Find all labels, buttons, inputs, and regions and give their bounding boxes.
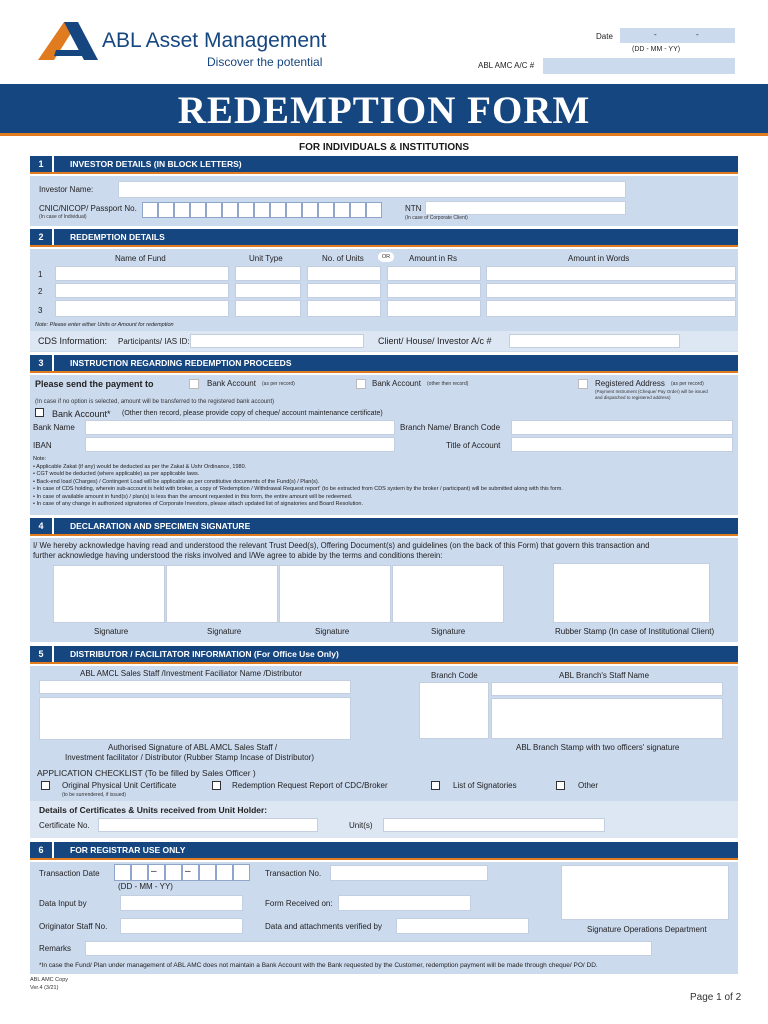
date-label: Date [596, 32, 613, 41]
option-address-label: Registered Address [595, 379, 665, 388]
form-received-field[interactable] [338, 895, 471, 911]
cnic-boxes[interactable] [142, 202, 382, 218]
section-6-title: FOR REGISTRAR USE ONLY [70, 845, 186, 855]
section-6-header [30, 842, 738, 860]
check-cdc-report-checkbox[interactable] [212, 781, 221, 790]
amc-account-label: ABL AMC A/C # [478, 61, 535, 70]
unit-type-3[interactable] [235, 300, 301, 317]
data-input-field[interactable] [120, 895, 243, 911]
branch-stamp-label: ABL Branch Stamp with two officers' signature [516, 743, 680, 752]
row-number-1: 1 [38, 270, 43, 279]
ntn-label: NTN [405, 204, 422, 213]
sales-staff-label: ABL AMCL Sales Staff /Investment Faciliator Name /Distributor [80, 669, 303, 678]
section-3-header [30, 355, 738, 373]
form-received-label: Form Received on: [265, 899, 333, 908]
txn-date-boxes[interactable] [114, 864, 250, 881]
fund-name-2[interactable] [55, 283, 229, 298]
amount-rs-1[interactable] [387, 266, 481, 281]
account-title-field[interactable] [511, 437, 733, 452]
date-dash-2: - [696, 30, 699, 39]
default-option-note: (In case if no option is selected, amount will be transferred to the registered bank account) [35, 399, 275, 405]
title-banner [0, 84, 768, 136]
brand-name: ABL Asset Management [102, 29, 327, 52]
form-title: REDEMPTION FORM [177, 89, 591, 132]
notes-heading: Note: [33, 456, 47, 462]
certificate-no-label: Certificate No. [39, 821, 90, 830]
brand-tagline: Discover the potential [207, 55, 323, 69]
certificates-title: Details of Certificates & Units received from Unit Holder: [39, 805, 268, 815]
signature-label-2: Signature [207, 627, 242, 636]
check-signatories-checkbox[interactable] [431, 781, 440, 790]
no-units-2[interactable] [307, 283, 381, 298]
section-4-number: 4 [30, 518, 54, 534]
or-badge: OR [378, 252, 394, 262]
notes-block [33, 456, 733, 509]
registrar-footer-note: *In case the Fund/ Plan under management of ABL AMC does not maintain a Bank Account with the Bank requested by the Customer, redemption payment will be made through cheque/ PO/ DD. [39, 962, 598, 969]
declaration-text-2: further acknowledge having understood the risks involved and I/We agree to abide by the terms and conditions therein: [33, 551, 443, 560]
ops-signature-label: Signature Operations Department [587, 925, 707, 934]
section-1-title: INVESTOR DETAILS (IN BLOCK LETTERS) [70, 159, 242, 169]
signature-box-3[interactable] [279, 565, 391, 623]
option-bank-other-checkbox[interactable] [356, 379, 366, 389]
col-amount-words: Amount in Words [568, 254, 630, 263]
bank-account-other-label: Bank Account* [52, 409, 111, 419]
client-account-field[interactable] [509, 334, 680, 348]
cnic-note: (In case of Individual) [39, 214, 87, 220]
option-bank-record-checkbox[interactable] [189, 379, 199, 389]
amc-account-field[interactable] [543, 58, 735, 74]
fund-name-1[interactable] [55, 266, 229, 281]
cds-label: CDS Information: [38, 336, 108, 346]
copy-label: ABL AMC Copy [30, 977, 69, 983]
txn-date-format: (DD - MM - YY) [118, 882, 173, 891]
rubber-stamp-box[interactable] [553, 563, 710, 623]
auth-signature-label-2: Investment facilitator / Distributor (Rubber Stamp Incase of Distributor) [65, 753, 314, 762]
signature-label-4: Signature [431, 627, 466, 636]
section-5-number: 5 [30, 646, 54, 662]
no-units-3[interactable] [307, 300, 381, 317]
branch-label: Branch Name/ Branch Code [400, 423, 501, 432]
col-fund-name: Name of Fund [115, 254, 166, 263]
signature-box-2[interactable] [166, 565, 278, 623]
units-amount-note: Note: Please enter either Units or Amount for redemption [35, 322, 174, 328]
check-signatories-label: List of Signatories [453, 781, 517, 790]
bank-account-other-note: (Other then record, please provide copy of cheque/ account maintenance certificate) [122, 410, 383, 417]
option-address-sub2: and dispatched to registered address) [595, 395, 671, 400]
ntn-note: (In case of Corporate Client) [405, 215, 468, 221]
declaration-text-1: I/ We hereby acknowledge having read and understood the relevant Trust Deed(s), Offering Document(s) and guidelines (on the back of this Form) that govern this transaction and [33, 541, 650, 550]
check-unit-certificate-checkbox[interactable] [41, 781, 50, 790]
section-2-title: REDEMPTION DETAILS [70, 232, 165, 242]
option-bank-record-note: (as per record) [262, 381, 295, 387]
amount-words-1[interactable] [486, 266, 736, 281]
section-2-header [30, 229, 738, 247]
amount-words-2[interactable] [486, 283, 736, 298]
option-address-sub1: (Payment Instrument (Cheque/ Pay Order) will be issued [595, 389, 708, 394]
signature-label-3: Signature [315, 627, 350, 636]
date-field[interactable] [620, 28, 735, 43]
date-dash-1: - [654, 30, 657, 39]
investor-name-label: Investor Name: [39, 185, 94, 194]
client-account-label: Client/ House/ Investor A/c # [378, 336, 492, 346]
option-address-checkbox[interactable] [578, 379, 588, 389]
row-number-3: 3 [38, 306, 43, 315]
col-amount-rs: Amount in Rs [409, 254, 458, 263]
check-unit-certificate-label: Original Physical Unit Certificate [62, 781, 177, 790]
investor-name-field[interactable] [118, 181, 626, 198]
sales-staff-field[interactable] [39, 680, 351, 694]
section-1-header [30, 156, 738, 174]
note-item: • In case of available amount in fund(s) / plan(s) is less than the amount requested in this form, the entire amount will be redeemed. [33, 493, 353, 500]
form-subtitle: FOR INDIVIDUALS & INSTITUTIONS [299, 142, 469, 153]
section-3-number: 3 [30, 355, 54, 371]
section-5-title: DISTRIBUTOR / FACILITATOR INFORMATION (For Office Use Only) [70, 649, 339, 659]
iban-label: IBAN [33, 441, 52, 450]
txn-no-field[interactable] [330, 865, 488, 881]
txn-no-label: Transaction No. [265, 869, 322, 878]
section-4-header [30, 518, 738, 536]
data-input-label: Data Input by [39, 899, 87, 908]
note-item: • In case of CDS holding, wherein sub-account is held with broker, a copy of 'Redemption / Withdrawal Request report' (to be extracted from CDS system by the broker / participant) will be submitted along with this form. [33, 486, 563, 492]
participants-field[interactable] [190, 334, 364, 348]
iban-field[interactable] [85, 437, 395, 452]
unit-type-2[interactable] [235, 283, 301, 298]
section-1-number: 1 [30, 156, 54, 172]
option-bank-other-label: Bank Account [372, 379, 421, 388]
version-label: Ver.4 (3/21) [30, 985, 59, 991]
branch-field[interactable] [511, 420, 733, 435]
txn-date-dash-2: – [185, 866, 191, 877]
ntn-field[interactable] [425, 201, 626, 215]
branch-code-field[interactable] [419, 682, 489, 739]
originator-field[interactable] [120, 918, 243, 934]
remarks-label: Remarks [39, 944, 72, 953]
cnic-label: CNIC/NICOP/ Passport No. [39, 204, 137, 213]
note-item: • Back-end load (Charges) / Contingent Load will be applicable as per constitutive documents of the Fund(s) / Plan(s). [33, 478, 320, 485]
send-payment-label: Please send the payment to [35, 379, 154, 389]
txn-date-dash-1: – [151, 866, 157, 877]
signature-box-1[interactable] [53, 565, 165, 623]
note-item: • Applicable Zakat (if any) would be deducted as per the Zakat & Ushr Ordinance, 1980. [33, 463, 247, 470]
row-number-2: 2 [38, 287, 43, 296]
option-address-note: (as per record) [671, 381, 704, 387]
option-bank-other-note: (other then record) [427, 381, 469, 387]
page-number: Page 1 of 2 [690, 992, 742, 1003]
branch-code-label: Branch Code [431, 671, 478, 680]
rubber-stamp-label: Rubber Stamp (In case of Institutional Client) [555, 627, 715, 636]
units-field[interactable] [383, 818, 605, 832]
amount-rs-3[interactable] [387, 300, 481, 317]
abl-logo [34, 20, 100, 64]
branch-staff-label: ABL Branch's Staff Name [559, 671, 650, 680]
amount-words-3[interactable] [486, 300, 736, 317]
remarks-field[interactable] [85, 941, 652, 956]
section-5-header [30, 646, 738, 664]
check-unit-certificate-note: (to be surrendered, if issued) [62, 792, 126, 798]
branch-stamp-box[interactable] [491, 698, 723, 739]
txn-date-label: Transaction Date [39, 869, 100, 878]
ops-signature-box[interactable] [561, 865, 729, 920]
fund-name-3[interactable] [55, 300, 229, 317]
check-other-label: Other [578, 781, 599, 790]
bank-account-other-checkbox[interactable] [35, 408, 44, 417]
no-units-1[interactable] [307, 266, 381, 281]
col-unit-type: Unit Type [249, 254, 283, 263]
date-format: (DD - MM - YY) [632, 46, 681, 53]
section-2-number: 2 [30, 229, 54, 245]
check-cdc-report-label: Redemption Request Report of CDC/Broker [232, 781, 388, 790]
authorised-signature-box[interactable] [39, 697, 351, 740]
unit-type-1[interactable] [235, 266, 301, 281]
account-title-label: Title of Account [446, 441, 501, 450]
checklist-title: APPLICATION CHECKLIST (To be filled by Sales Officer ) [37, 768, 256, 778]
option-bank-record-label: Bank Account [207, 379, 256, 388]
col-no-units: No. of Units [322, 254, 364, 263]
certificate-no-field[interactable] [98, 818, 318, 832]
participants-label: Participants/ IAS ID: [118, 337, 190, 346]
section-6-number: 6 [30, 842, 54, 858]
verified-by-field[interactable] [396, 918, 529, 934]
amount-rs-2[interactable] [387, 283, 481, 298]
signature-label-1: Signature [94, 627, 129, 636]
bank-name-label: Bank Name [33, 423, 75, 432]
note-item: • CGT would be deducted (where applicable) as per applicable laws. [33, 471, 200, 477]
section-4-title: DECLARATION AND SPECIMEN SIGNATURE [70, 521, 251, 531]
section-3-title: INSTRUCTION REGARDING REDEMPTION PROCEEDS [70, 358, 292, 368]
note-item: • In case of any change in authorized signatories of Corporate Investors, please attach updated list of signatories and Board Resolution. [33, 501, 364, 507]
originator-label: Originator Staff No. [39, 922, 108, 931]
bank-name-field[interactable] [85, 420, 395, 435]
units-label: Unit(s) [349, 821, 373, 830]
signature-box-4[interactable] [392, 565, 504, 623]
check-other-checkbox[interactable] [556, 781, 565, 790]
verified-by-label: Data and attachments verified by [265, 922, 382, 931]
branch-staff-field[interactable] [491, 682, 723, 696]
auth-signature-label-1: Authorised Signature of ABL AMCL Sales Staff / [108, 743, 278, 752]
